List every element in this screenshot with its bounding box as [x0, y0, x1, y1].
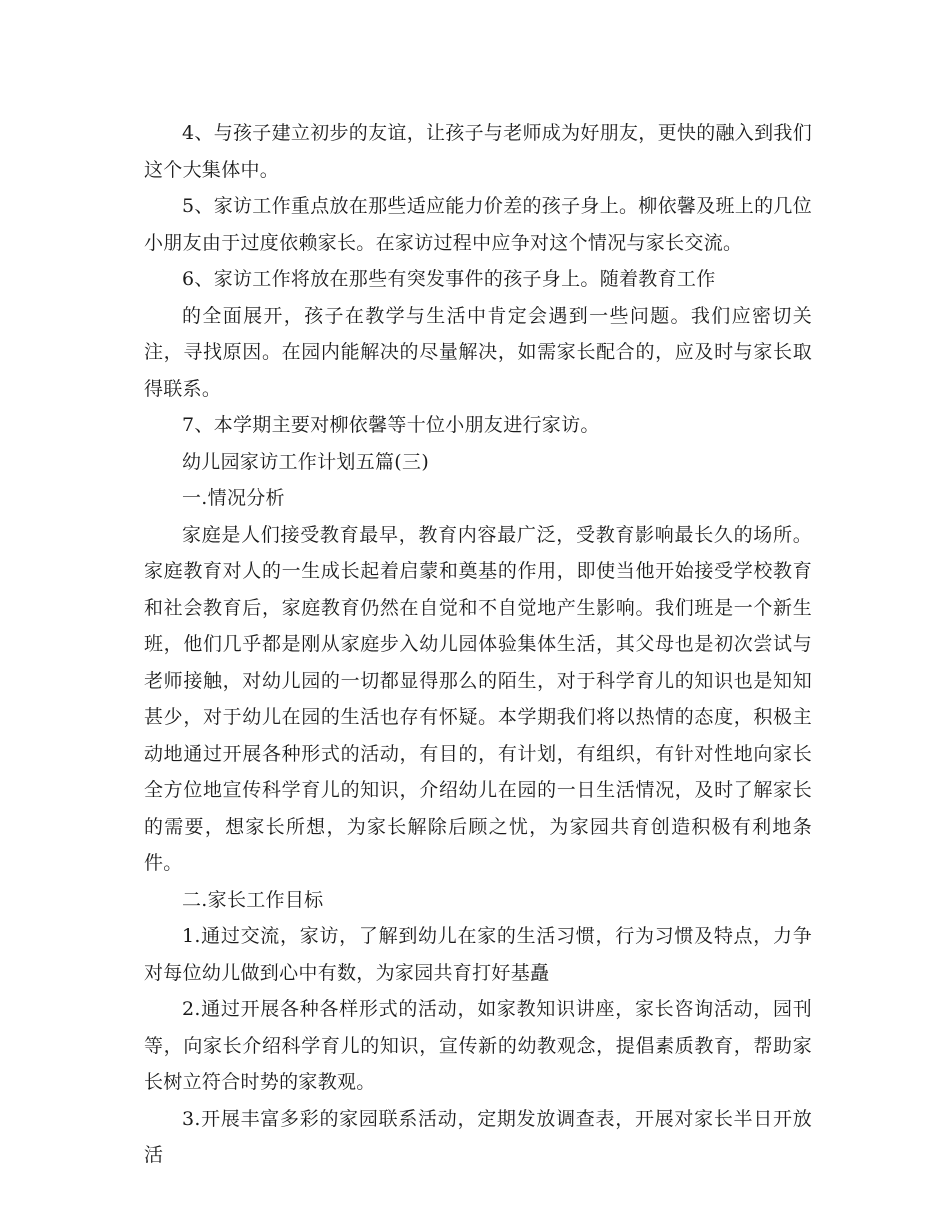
paragraph-item-4: 4、与孩子建立初步的友谊，让孩子与老师成为好朋友，更快的融入到我们这个大集体中。 — [144, 122, 812, 181]
goal-item-2: 2.通过开展各种各样形式的活动，如家教知识讲座，家长咨询活动，园刊等，向家长介绍科学育儿的知识，宣传新的幼教观念，提倡素质教育，帮助家长树立符合时势的家教观。 — [144, 998, 812, 1093]
goal-item-1: 1.通过交流，家访，了解到幼儿在家的生活习惯，行为习惯及特点，力争对每位幼儿做到心中有数，为家园共育打好基矗 — [144, 925, 812, 984]
heading-parent-work-goals: 二.家长工作目标 — [182, 888, 324, 911]
paragraph-item-7: 7、本学期主要对柳依馨等十位小朋友进行家访。 — [182, 414, 600, 436]
section-title: 幼儿园家访工作计划五篇(三) — [182, 450, 430, 473]
paragraph-item-6: 6、家访工作将放在那些有突发事件的孩子身上。随着教育工作 — [182, 268, 716, 290]
goal-item-3: 3.开展丰富多彩的家园联系活动，定期发放调查表，开展对家长半日开放活 — [144, 1107, 812, 1166]
paragraph-item-6-continued: 的全面展开，孩子在教学与生活中肯定会遇到一些问题。我们应密切关注，寻找原因。在园内能解决的尽量解决，如需家长配合的，应及时与家长取得联系。 — [144, 304, 812, 400]
paragraph-situation-analysis: 家庭是人们接受教育最早，教育内容最广泛，受教育影响最长久的场所。家庭教育对人的一生成长起着启蒙和奠基的作用，即使当他开始接受学校教育和社会教育后，家庭教育仍然在自觉和不自觉地产生影响。我们班是一个新生班，他们几乎都是刚从家庭步入幼儿园体验集体生活，其父母也是初次尝试与老师接触，对幼儿园的一切都显得那么的陌生，对于科学育儿的知识也是知知甚少，对于幼儿在园的生活也存有怀疑。本学期我们将以热情的态度，积极主动地通过开展各种形式的活动，有目的，有计划，有组织，有针对性地向家长全方位地宣传科学育儿的知识，介绍幼儿在园的一日生活情况，及时了解家长的需要，想家长所想，为家长解除后顾之忧，为家园共育创造积极有利地条件。 — [144, 523, 812, 874]
paragraph-item-5: 5、家访工作重点放在那些适应能力价差的孩子身上。柳依馨及班上的几位小朋友由于过度依赖家长。在家访过程中应争对这个情况与家长交流。 — [144, 195, 812, 254]
heading-situation-analysis: 一.情况分析 — [182, 487, 285, 509]
document-body — [144, 115, 812, 1174]
